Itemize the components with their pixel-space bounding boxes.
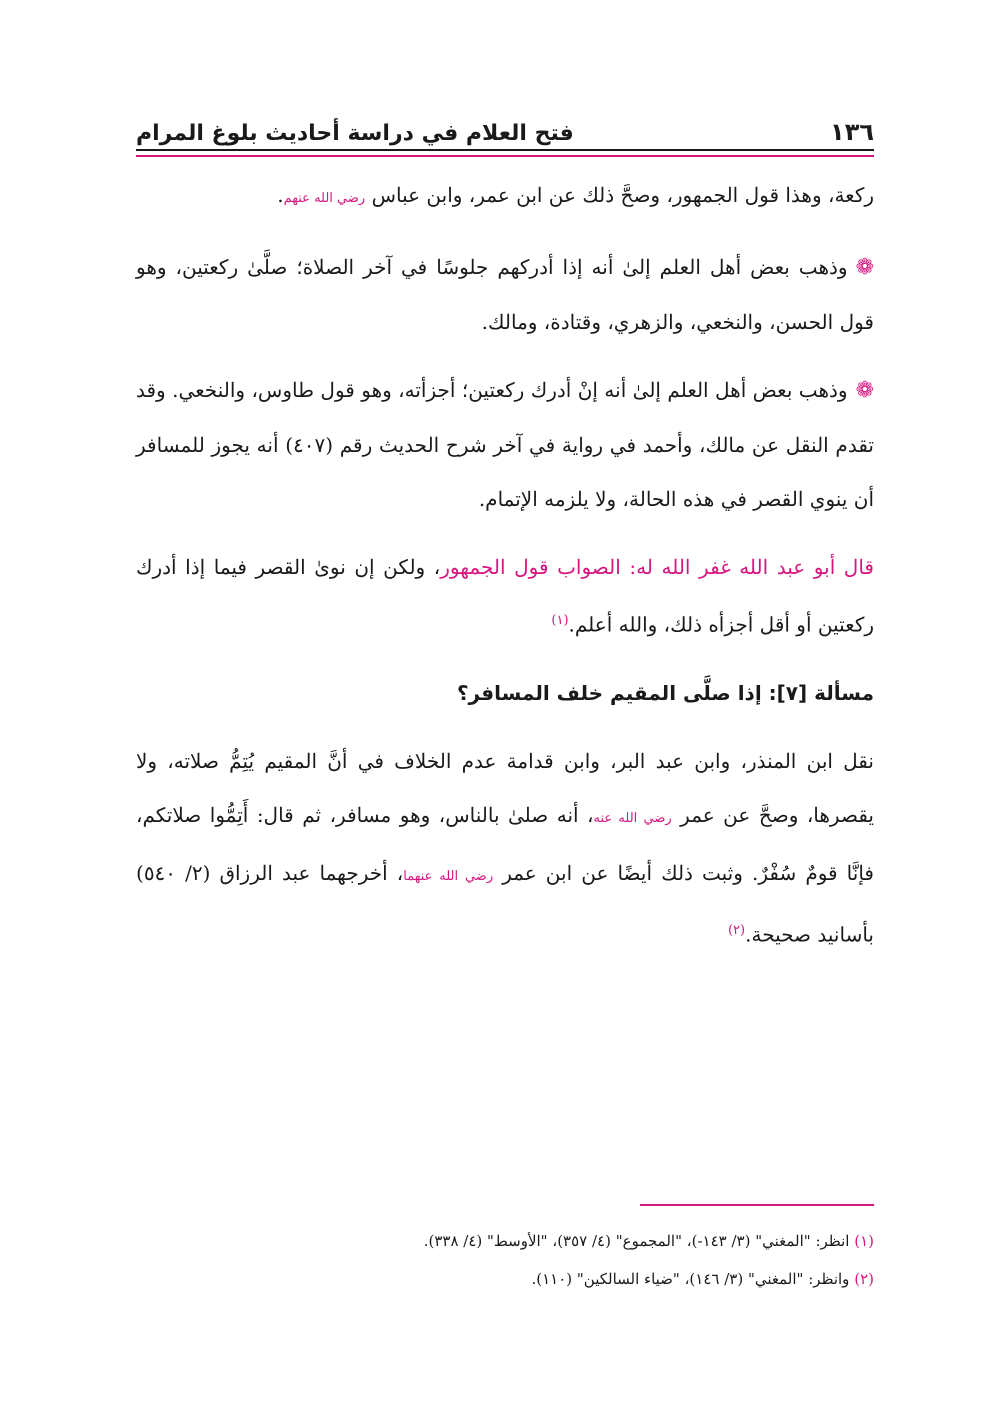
paragraph-1: ركعة، وهذا قول الجمهور، وصحَّ ذلك عن ابن عمر، وابن عباس رضي الله عنهم. xyxy=(277,183,874,207)
paragraph-3: ❁وذهب بعض أهل العلم إلىٰ أنه إنْ أدرك ركعتين؛ أجزأته، وهو قول طاوس، والنخعي. وقد تقدم النقل عن مالك، وأحمد في رواية في آخر شرح الحديث رقم (٤٠٧) أنه يجوز للمسافر أن ينوي القصر في هذه الحالة، ولا يلزمه الإتمام. xyxy=(136,378,874,511)
footnote-number: (٢) xyxy=(854,1270,874,1288)
header-rule-magenta xyxy=(136,155,874,157)
footnote-number: (١) xyxy=(854,1232,874,1250)
book-title: فتح العلام في دراسة أحاديث بلوغ المرام xyxy=(136,121,574,146)
footnote-ref: (٢) xyxy=(727,922,746,938)
author-statement: قال أبو عبد الله غفر الله له: xyxy=(629,555,874,579)
paragraph-4: قال أبو عبد الله غفر الله له: الصواب قول الجمهور، ولكن إن نوىٰ القصر فيما إذا أدرك ركعتين أو أقل أجزأه ذلك، والله أعلم.$^{(١)}$ xyxy=(136,555,874,637)
honorific-mark: رضي الله عنهم xyxy=(283,191,366,206)
footnote-ref: (١) xyxy=(551,613,569,628)
flower-icon: ❁ xyxy=(855,255,874,280)
author-opinion: الصواب قول الجمهور xyxy=(440,555,621,579)
issue-heading: مسألة [٧]: إذا صلَّى المقيم خلف المسافر؟ xyxy=(456,680,874,705)
paragraph-5: نقل ابن المنذر، وابن عبد البر، وابن قدامة عدم الخلاف في أنَّ المقيم يُتِمُّ صلاته، ولا يقصرها، وصحَّ عن عمر رضي الله عنه، أنه صلىٰ بالناس، وهو مسافر، ثم قال: أَتِمُّوا صلاتكم، فإنَّا قومٌ سُفْرٌ. وثبت ذلك أيضًا عن ابن عمر رضي الله عنهما، أخرجهما عبد الرزاق (٢/ ٥٤٠) بأسانيد صحيحة.$^{(٢)}$ xyxy=(136,748,874,947)
footnotes xyxy=(136,1222,874,1298)
header-rule-black xyxy=(136,149,874,151)
footnote-1: (١) انظر: "المغني" (٣/ ١٤٣-)، "المجموع" (٤/ ٣٥٧)، "الأوسط" (٤/ ٣٣٨). xyxy=(423,1232,874,1250)
main-text xyxy=(136,168,874,961)
page-header xyxy=(136,112,874,146)
footnote-2: (٢) وانظر: "المغني" (٣/ ١٤٦)، "ضياء السالكين" (١١٠). xyxy=(531,1270,874,1288)
page-number: ١٣٦ xyxy=(830,118,874,146)
flower-icon: ❁ xyxy=(855,378,874,403)
paragraph-2: ❁وذهب بعض أهل العلم إلىٰ أنه إذا أدركهم جلوسًا في آخر الصلاة؛ صلَّىٰ ركعتين، وهو قول الحسن، والنخعي، والزهري، وقتادة، ومالك. xyxy=(136,255,874,334)
honorific-mark: رضي الله عنهما xyxy=(403,868,494,884)
footnote-divider xyxy=(640,1204,874,1206)
honorific-mark: رضي الله عنه xyxy=(593,810,672,826)
